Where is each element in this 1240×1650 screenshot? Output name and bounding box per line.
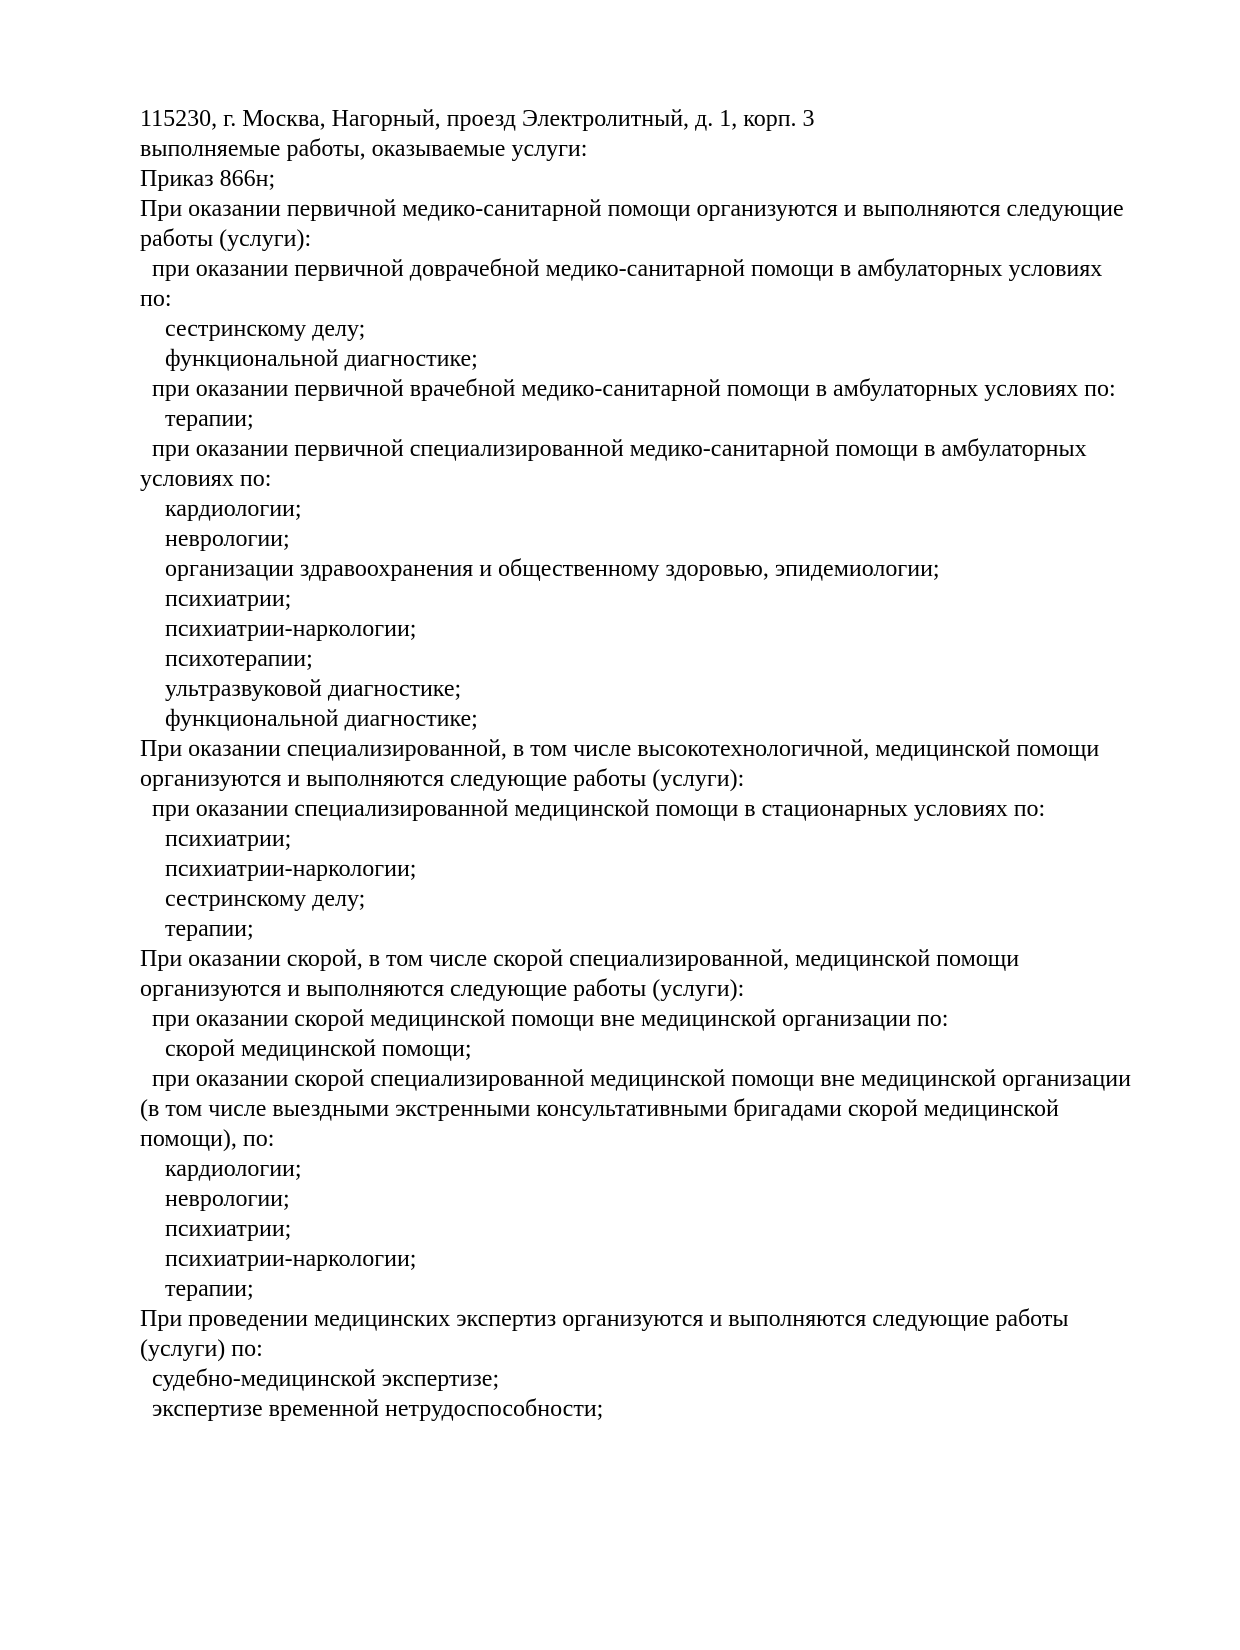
text-line: неврологии; — [165, 1186, 290, 1212]
text-line: функциональной диагностике; — [165, 706, 478, 732]
text-line: психиатрии-наркологии; — [165, 616, 417, 642]
text-line: При оказании скорой, в том числе скорой специализированной, медицинской помощи — [140, 946, 1020, 972]
text-line: терапии; — [165, 1276, 254, 1302]
text-line: условиях по: — [140, 466, 272, 492]
text-line: функциональной диагностике; — [165, 346, 478, 372]
text-line: Приказ 866н; — [140, 166, 276, 192]
text-line: сестринскому делу; — [165, 316, 366, 342]
text-line: при оказании специализированной медицинской помощи в стационарных условиях по: — [152, 796, 1046, 822]
text-line: организуются и выполняются следующие работы (услуги): — [140, 766, 745, 792]
text-line: 115230, г. Москва, Нагорный, проезд Электролитный, д. 1, корп. 3 — [140, 106, 815, 132]
text-line: неврологии; — [165, 526, 290, 552]
text-line: экспертизе временной нетрудоспособности; — [152, 1396, 604, 1422]
text-line: при оказании скорой медицинской помощи вне медицинской организации по: — [152, 1006, 949, 1032]
text-line: при оказании первичной специализированной медико-санитарной помощи в амбулаторных — [152, 436, 1087, 462]
text-line: при оказании первичной доврачебной медико-санитарной помощи в амбулаторных условиях — [152, 256, 1103, 282]
text-line: ультразвуковой диагностике; — [165, 676, 462, 702]
text-line: психиатрии-наркологии; — [165, 856, 417, 882]
text-line: При проведении медицинских экспертиз организуются и выполняются следующие работы — [140, 1306, 1069, 1332]
text-line: работы (услуги): — [140, 226, 312, 252]
text-line: кардиологии; — [165, 1156, 302, 1182]
text-line: (услуги) по: — [140, 1336, 263, 1362]
text-line: помощи), по: — [140, 1126, 275, 1152]
text-line: психотерапии; — [165, 646, 313, 672]
text-line: сестринскому делу; — [165, 886, 366, 912]
text-line: выполняемые работы, оказываемые услуги: — [140, 136, 588, 162]
text-line: терапии; — [165, 916, 254, 942]
text-line: психиатрии-наркологии; — [165, 1246, 417, 1272]
text-line: кардиологии; — [165, 496, 302, 522]
text-line: при оказании скорой специализированной медицинской помощи вне медицинской организации — [152, 1066, 1131, 1092]
text-line: скорой медицинской помощи; — [165, 1036, 472, 1062]
text-line: (в том числе выездными экстренными консультативными бригадами скорой медицинской — [140, 1096, 1059, 1122]
text-line: по: — [140, 286, 172, 312]
text-line: при оказании первичной врачебной медико-санитарной помощи в амбулаторных условиях по: — [152, 376, 1116, 402]
text-line: судебно-медицинской экспертизе; — [152, 1366, 500, 1392]
text-line: организуются и выполняются следующие работы (услуги): — [140, 976, 745, 1002]
text-line: психиатрии; — [165, 1216, 292, 1242]
document-body — [140, 104, 1200, 1424]
text-line: организации здравоохранения и общественному здоровью, эпидемиологии; — [165, 556, 940, 582]
text-line: психиатрии; — [165, 586, 292, 612]
text-line: терапии; — [165, 406, 254, 432]
text-line: При оказании первичной медико-санитарной помощи организуются и выполняются следующие — [140, 196, 1124, 222]
text-line: психиатрии; — [165, 826, 292, 852]
text-line: При оказании специализированной, в том числе высокотехнологичной, медицинской помощи — [140, 736, 1100, 762]
